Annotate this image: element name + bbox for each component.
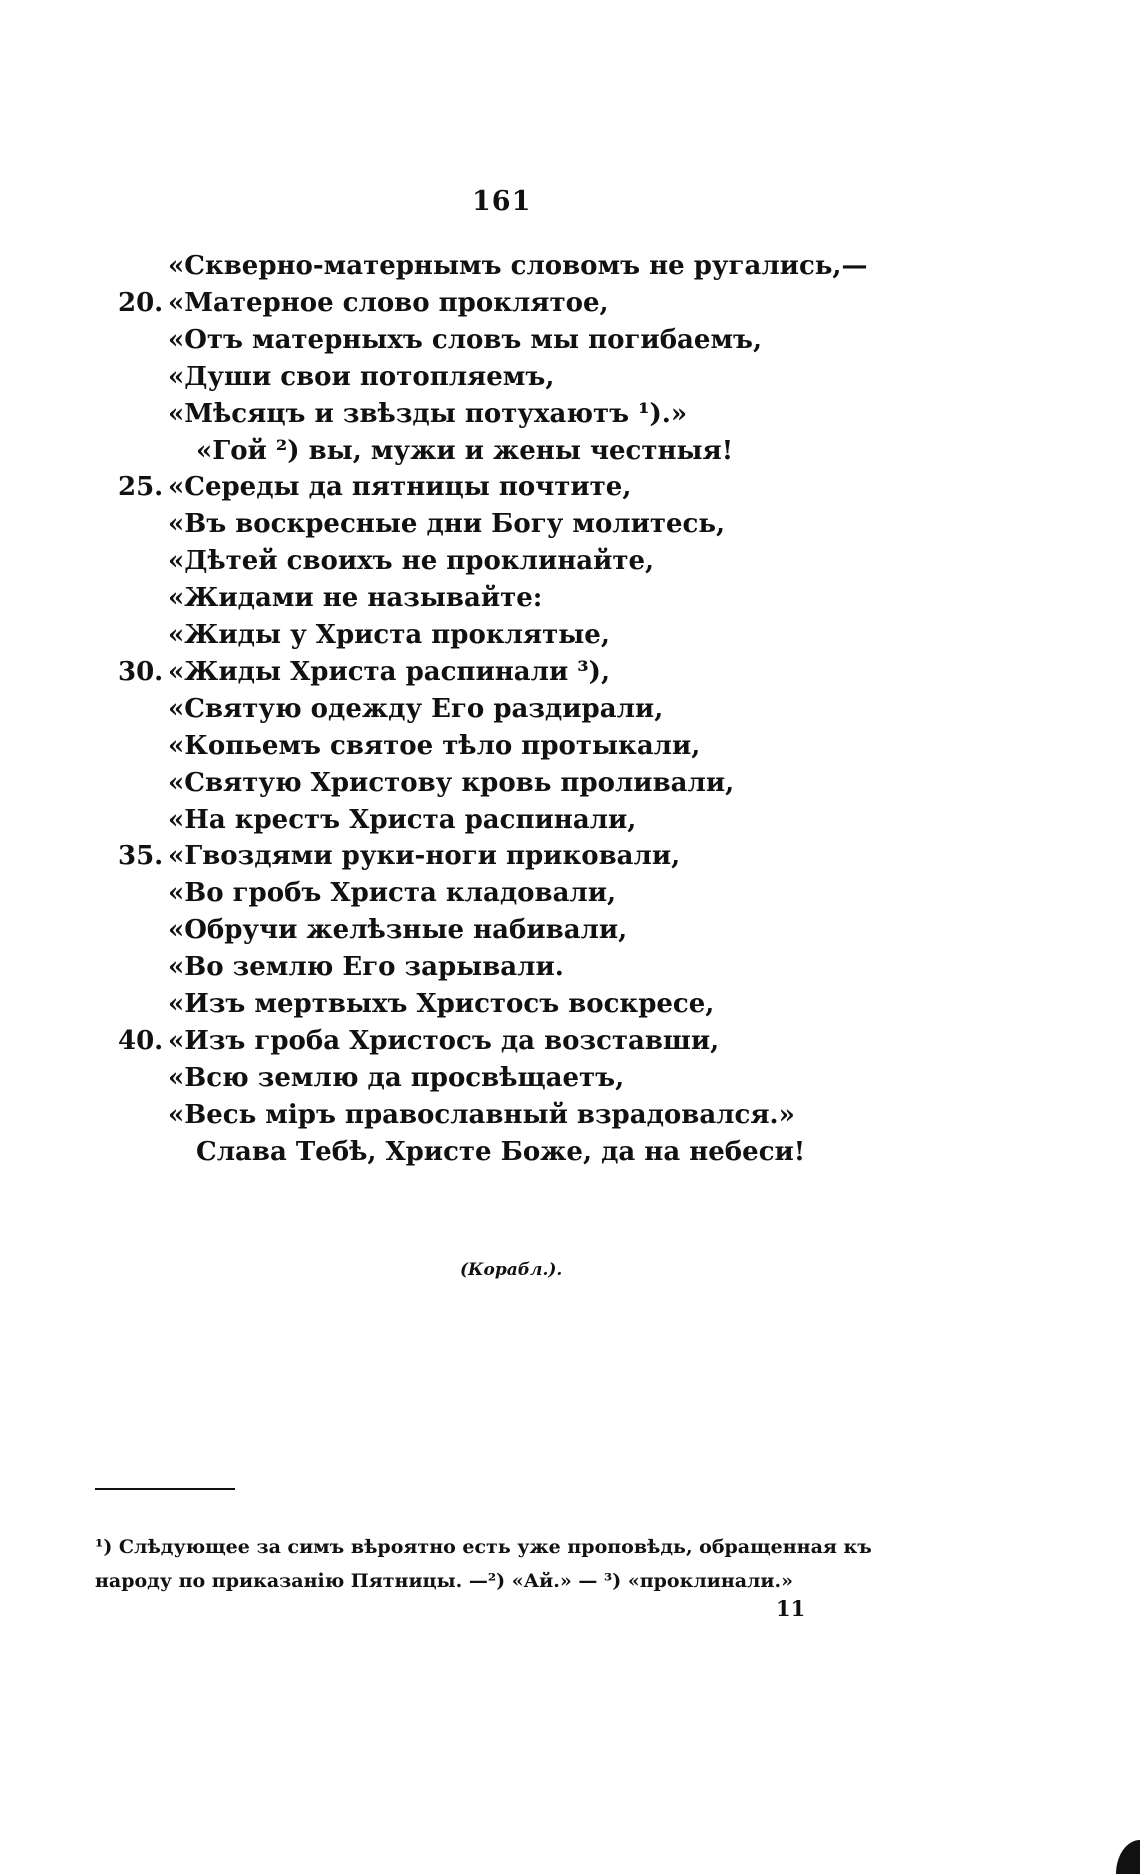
verse-text: «Жиды Христа распинали ³), [168,657,611,687]
verse-line [0,765,1140,801]
verse-line [0,580,1140,616]
verse-text: «Скверно-матернымъ словомъ не ругались,— [168,251,868,281]
verse-text: «Отъ матерныхъ словъ мы погибаемъ, [168,325,763,355]
verse-text: «Дѣтей своихъ не проклинайте, [168,546,655,576]
verse-line [0,728,1140,764]
verse-line [0,506,1140,542]
verse-text: «Въ воскресные дни Богу молитесь, [168,509,726,539]
footnote-line: ¹) Слѣдующее за симъ вѣроятно есть уже проповѣдь, обращенная къ [95,1536,872,1558]
verse-text: «Изъ мертвыхъ Христосъ воскресе, [168,989,715,1019]
verse-line [0,1060,1140,1096]
verse-line [0,912,1140,948]
footnote-divider [95,1488,235,1490]
verse-line [0,617,1140,653]
verse-text: «Изъ гроба Христосъ да возставши, [168,1026,720,1056]
verse-line [0,248,1140,284]
page-corner-mark [1116,1840,1140,1874]
verse-text: «Во землю Его зарывали. [168,952,564,982]
verse-text: «Святую Христову кровь проливали, [168,768,735,798]
verse-line [0,1134,1140,1170]
footnote-line: народу по приказанію Пятницы. —²) «Ай.» — ³) «проклинали.» [95,1570,794,1592]
verse-line [0,802,1140,838]
signature-mark: 11 [776,1596,806,1621]
verse-line [0,986,1140,1022]
verse-text: «Матерное слово проклятое, [168,288,609,318]
footnotes [95,1530,935,1598]
verse-text: «Жидами не называйте: [168,583,543,613]
verse-line [0,949,1140,985]
verse-number: 35. [118,841,164,871]
verse-text: «Обручи желѣзные набивали, [168,915,628,945]
verse-number: 25. [118,472,164,502]
verse-number: 30. [118,657,164,687]
verse-text: «Мѣсяцъ и звѣзды потухаютъ ¹).» [168,399,688,429]
verse-line [0,875,1140,911]
verse-line [0,1023,1140,1059]
verse-number: 40. [118,1026,164,1056]
verse-line [0,469,1140,505]
verse-text: «Гвоздями руки-ноги приковали, [168,841,681,871]
verse-text: «Всю землю да просвѣщаетъ, [168,1063,625,1093]
verse-line [0,396,1140,432]
page-number: 161 [472,186,532,217]
verse-line [0,359,1140,395]
verse-text: «Копьемъ святое тѣло протыкали, [168,731,701,761]
verse-line [0,543,1140,579]
source-note: (Корабл.). [460,1260,563,1280]
verse-line [0,691,1140,727]
verse-text: «Середы да пятницы почтите, [168,472,632,502]
verse-number: 20. [118,288,164,318]
verse-text: «Весь міръ православный взрадовался.» [168,1100,795,1130]
verse-text: Слава Тебѣ, Христе Боже, да на небеси! [196,1137,806,1167]
verse-line [0,838,1140,874]
verse-line [0,1097,1140,1133]
verse-text: «Жиды у Христа проклятые, [168,620,610,650]
verse-text: «На крестъ Христа распинали, [168,805,637,835]
verse-text: «Святую одежду Его раздирали, [168,694,664,724]
verse-line [0,285,1140,321]
verse-line [0,654,1140,690]
verse-text: «Души свои потопляемъ, [168,362,555,392]
verse-text: «Гой ²) вы, мужи и жены честныя! [196,436,734,466]
verse-line [0,433,1140,469]
verse-text: «Во гробъ Христа кладовали, [168,878,617,908]
verse-line [0,322,1140,358]
